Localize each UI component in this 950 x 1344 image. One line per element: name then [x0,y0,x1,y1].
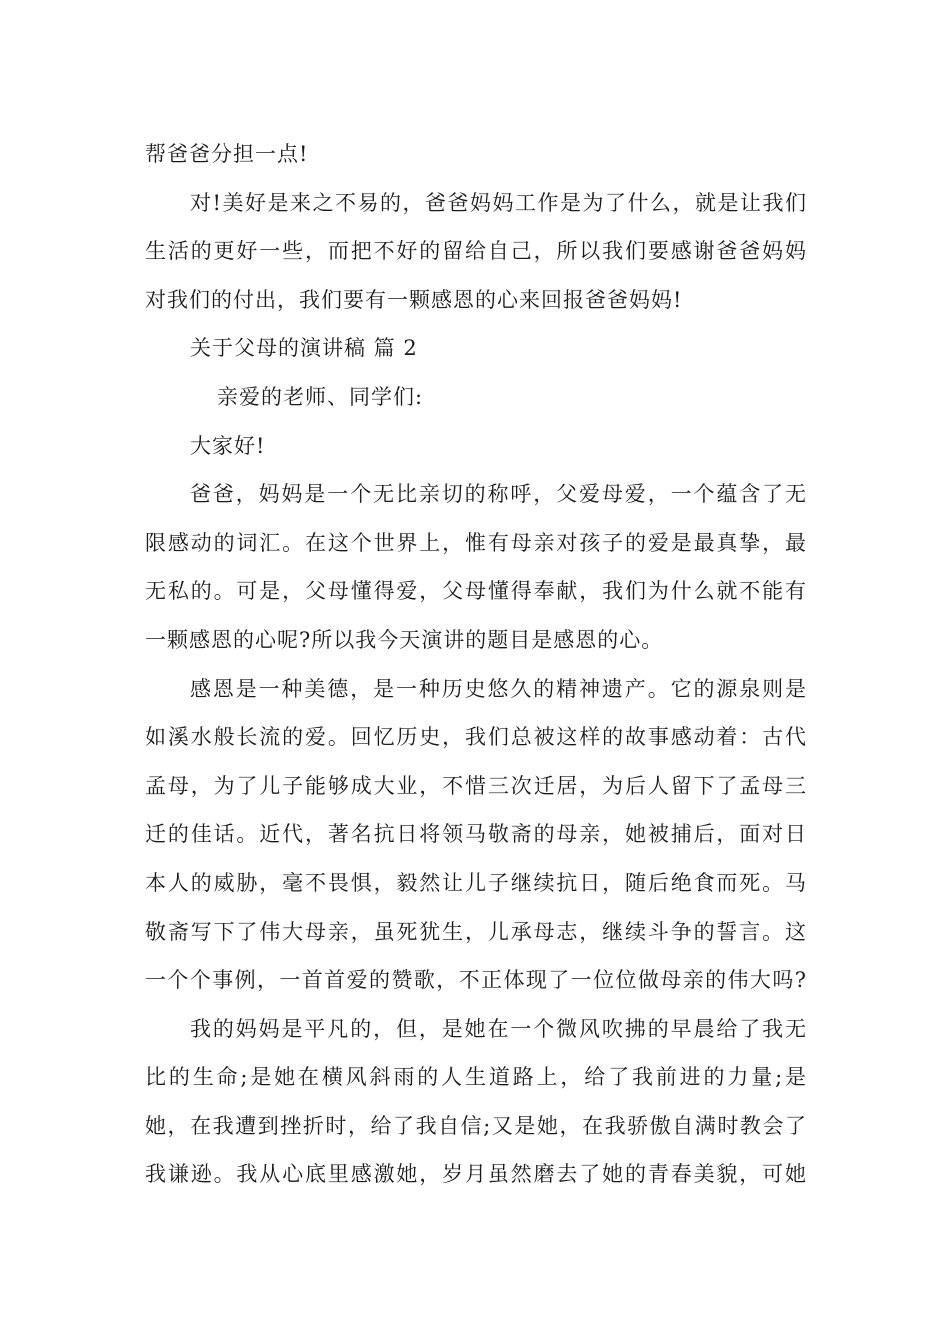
text-line: 比的生命;是她在横风斜雨的人生道路上，给了我前进的力量;是 [145,1065,807,1090]
text-line: 一颗感恩的心呢?所以我今天演讲的题目是感恩的心。 [145,627,664,652]
text-line: 对我们的付出，我们要有一颗感恩的心来回报爸爸妈妈! [145,287,683,312]
text-line: 一个个事例，一首首爱的赞歌，不正体现了一位位做母亲的伟大吗? [145,968,807,993]
document-body [145,130,807,1199]
text-line: 本人的威胁，毫不畏惧，毅然让儿子继续抗日，随后绝食而死。马 [145,870,807,895]
paragraph-first-line: 对!美好是来之不易的，爸爸妈妈工作是为了什么，就是让我们 [190,190,807,215]
text-line: 生活的更好一些，而把不好的留给自己，所以我们要感谢爸爸妈妈 [145,239,807,264]
paragraph-first-line: 我的妈妈是平凡的，但，是她在一个微风吹拂的早晨给了我无 [190,1016,807,1041]
text-line: 帮爸爸分担一点! [145,142,309,166]
text-line: 敬斋写下了伟大母亲，虽死犹生，儿承母志，继续斗争的誓言。这 [145,919,807,944]
section-heading: 关于父母的演讲稿 篇 2 [190,336,418,361]
text-line: 孟母，为了儿子能够成大业，不惜三次迁居，为后人留下了孟母三 [145,773,807,798]
salutation: 亲爱的老师、同学们: [217,384,424,409]
text-line: 我谦逊。我从心底里感激她，岁月虽然磨去了她的青春美貌，可她 [145,1162,807,1187]
text-line: 无私的。可是，父母懂得爱，父母懂得奉献，我们为什么就不能有 [145,579,807,604]
text-line: 限感动的词汇。在这个世界上，惟有母亲对孩子的爱是最真挚，最 [145,530,807,555]
greeting: 大家好! [190,433,266,458]
paragraph-first-line: 感恩是一种美德，是一种历史悠久的精神遗产。它的源泉则是 [190,676,807,701]
paragraph-first-line: 爸爸，妈妈是一个无比亲切的称呼，父爱母爱，一个蕴含了无 [190,482,807,507]
text-line: 如溪水般长流的爱。回忆历史，我们总被这样的故事感动着：古代 [145,725,807,750]
text-line: 迁的佳话。近代，著名抗日将领马敬斋的母亲，她被捕后，面对日 [145,822,807,847]
text-line: 她，在我遭到挫折时，给了我自信;又是她，在我骄傲自满时教会了 [145,1113,807,1138]
